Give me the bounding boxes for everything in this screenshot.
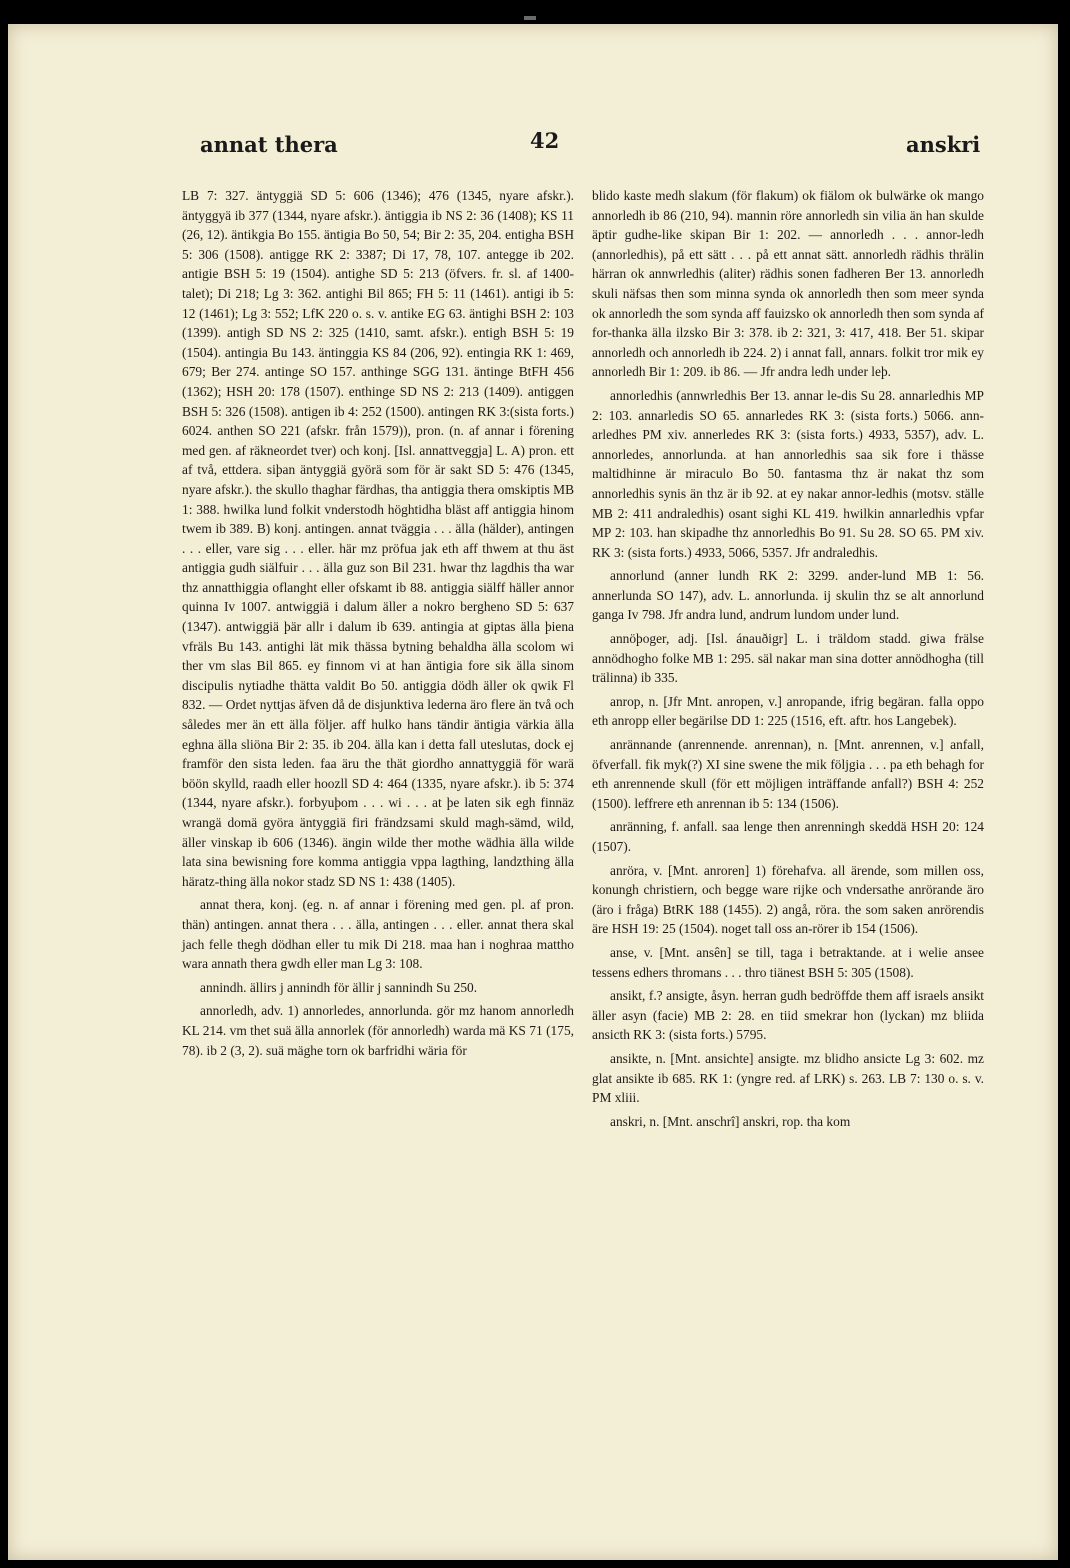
entry-anrop: anrop, n. [Jfr Mnt. anropen, v.] anropande, ifrig begäran. falla oppo eth anropp eller begärilse DD 1: 225 (1516, eft. aftr. hos Langebek). bbox=[592, 693, 984, 729]
left-column bbox=[182, 186, 574, 1060]
entry-annothoger: annöþoger, adj. [Isl. ánauðigr] L. i träldom stadd. giwa frälse annödhogho folke MB 1: 295. säl nakar man sina dotter annödhogha (till trälinna) ib 335. bbox=[592, 631, 984, 686]
entry-annorledhis: annorledhis (annwrledhis Ber 13. annar le-dis Su 28. annarledhis MP 2: 103. annarledis SO 65. annarledes RK 3: (sista forts.) 5066. ann-arledhes PM xiv. annerledes RK 3: (sista forts.) 4933, 5357), adv. L. annorledes, annorlunda. at han annorledhis saa sik fore i thässe maltidhinne är miraculo Bo 50. fantasma thz är nakat thz som annorledhis synis än thz är ib 92. at ey nakar annor-ledhis (motsv. ställe MB 2: 411 andraledhis) osant sighi KL 419. hwilkin annarledhis vpfar MP 2: 103. han skipadhe thz annorledhis Bo 91. Su 28. SO 65. PM xiv. RK 3: (sista forts.) 4933, 5066, 5357. Jfr andraledhis. bbox=[592, 387, 984, 560]
right-column bbox=[592, 186, 984, 1131]
entry-anskri: anskri, n. [Mnt. anschrî] anskri, rop. tha kom bbox=[610, 1113, 851, 1129]
entry-ansikte: ansikte, n. [Mnt. ansichte] ansigte. mz blidho ansicte Lg 3: 602. mz glat ansikte ib 685. RK 1: (yngre red. af LRK) s. 263. LB 7: 130 o. s. v. PM xliii. bbox=[592, 1050, 984, 1106]
entry-anse: anse, v. [Mnt. ansên] se till, taga i betraktande. at i welie ansee tessens edhers thromans . . . thro tiänest BSH 5: 305 (1508). bbox=[592, 944, 984, 980]
entry-annat-thera: annat thera, konj. (eg. n. af annar i förening med gen. pl. af pron. thän) antingen. annat thera . . . älla, antingen . . . eller. annat thera skal jach felle thegh dödhan eller tu mik Di 218. maa han i noghraa mattho wara annath thera gwdh eller man Lg 3: 108. bbox=[182, 897, 574, 972]
scan-tick-mark bbox=[524, 16, 536, 20]
header-left-guideword: annat thera bbox=[200, 132, 338, 157]
page-number: 42 bbox=[530, 128, 560, 153]
entry-anrora: anröra, v. [Mnt. anroren] 1) förehafva. all ärende, som millen oss, konungh christiern, och begge ware rijke och vndersathe anrörande äro (äro i fråga) BtRK 188 (1455). 2) angå, röra. the som saken anrörendis äre HSH 19: 25 (1504). noget tall oss an-rörer ib 154 (1506). bbox=[592, 862, 984, 937]
entry-annindh: annindh. ällirs j annindh för ällir j sannindh Su 250. bbox=[200, 979, 478, 995]
entry-anrannande: anrännande (anrennende. anrennan), n. [Mnt. anrennen, v.] anfall, öfverfall. fik myk(?) XI sine swene the mik följgia . . . pa eth behagh for eth anrennende skull (för ett möjligen inträffande anfall?) BSH 4: 252 (1500). leffrere eth anrennan ib 5: 134 (1506). bbox=[592, 737, 984, 811]
entry-ansikt: ansikt, f.? ansigte, åsyn. herran gudh bedröffde them aff israels ansikt äller asyn (facie) MB 2: 28. en tiid smekrar hon (lyckan) mz bliida ansicth RK 3: (sista forts.) 5795. bbox=[592, 988, 984, 1043]
entry-annorledh: annorledh, adv. 1) annorledes, annorlunda. gör mz hanom annorledh KL 214. vm thet suä älla annorlek (för annorledh) warda mä KS 71 (175, 78). ib 2 (3, 2). suä mäghe torn ok barfridhi wäria för bbox=[182, 1003, 574, 1058]
entry-paragraph: blido kaste medh slakum (för flakum) ok fiälom ok bulwärke ok mango annorledh ib 86 (210, 94). mannin röre annorledh sin vilia än han skulde äptir gudhe-like skipan Bir 1: 202. — annorledh . . . annor-ledh (annorledhis), på ett sätt . . . på ett annat sätt. annorledh rädhis thrälin härran ok annwrledhis (aliter) rädhis sonen fadheren Ber 13. annorledh skuli näfsas then som minna synda ok annorledh then som meer synda ok annorledh the som synda aff fauizsko ok annorledh then som synda af for-thanka älla ilzsko Bir 3: 378. ib 2: 321, 3: 417, 418. Ber 51. skipar annorledh och annorledh ib 224. 2) i annat fall, annars. folkit tror mik ey annorledh Bir 1: 209. ib 86. — Jfr andra ledh under leþ. bbox=[592, 188, 984, 380]
header-right-guideword: anskri bbox=[906, 132, 981, 157]
entry-anranning: anränning, f. anfall. saa lenge then anrenningh skeddä HSH 20: 124 (1507). bbox=[592, 819, 984, 854]
entry-annorlund: annorlund (anner lundh RK 2: 3299. ander-lund MB 1: 56. annerlunda SO 147), adv. L. annorlunda. ij skulin thz se alt annorlund ganga Iv 798. Jfr andra lund, andrum lundom under lund. bbox=[592, 568, 984, 623]
dictionary-page bbox=[8, 24, 1058, 1560]
entry-paragraph: LB 7: 327. äntyggiä SD 5: 606 (1346); 476 (1345, nyare afskr.). äntyggyä ib 377 (1344, nyare afskr.). äntiggia ib NS 2: 36 (1408); KS 11 (26, 12). äntikgia Bo 155. äntigia Bo 50, 54; Bir 2: 35, 204. entigha BSH 5: 306 (1508). antigge RK 2: 3387; Di 17, 78, 107. antegge ib 202. antigie BSH 5: 19 (1504). antighe SD 5: 213 (öfvers. fr. sl. af 1400-talet); Di 218; Lg 3: 362. antighi Bil 865; FH 5: 11 (1461). antigi ib 5: 12 (1461); Lg 3: 552; LfK 220 o. s. v. antike EG 63. äntighi BSH 2: 103 (1399). antigh SD NS 2: 325 (1410, samt. afskr.). entigh BSH 5: 19 (1504). antingia Bu 143. äntinggia KS 84 (206, 92). entingia RK 1: 469, 679; Ber 274. antinge SO 157. anthinge SGG 131. äntinge BtFH 456 (1362); HSH 20: 178 (1507). enthinge SD NS 2: 213 (1409). antiggen BSH 5: 326 (1508). antigen ib 4: 252 (1500). antingen RK 3:(sista forts.) 6024. anthen SO 221 (afskr. från 1579)), pron. (n. af annar i förening med gen. af räkneordet tver) och konj. [Isl. annattveggja] L. A) pron. ett af två, ettdera. siþan äntyggiä györä som för är sakt SD 5: 476 (1345, nyare afskr.). the skullo thaghar färdhas, tha antiggia thera omskiptis MB 1: 388. hwilka lund folkit vnderstodh höghtidha bläst aff antiggia hinom twem ib 389. B) konj. antingen. annat tväggia . . . älla (hälder), antingen . . . eller, vare sig . . . eller. här mz pröfua jak eth aff thwem at thu äst antiggia gudh siälfuir . . . älla guz son Bil 231. hwar thz lagdhis tha war thz annatthiggia oflanght eller ofskamt ib 88. antiggia siälff häller annor quinna Iv 1007. antwiggiä i dalum äller a nokro bergheno SD 5: 637 (1347). antwiggiä þär allr i dalum ib 639. antingia at giptas älla þiena vfräls Bu 143. antighi lät mik thässa bytning behaldha älla scolom wi ther vm slas Bil 865. ey finnom vi at han äntigia fore sik älla sinom discipulis nytiadhe thätta valdit Bo 50. antiggia dödh äller ok qwik Fl 832. — Ordet nyttjas äfven då de disjunktiva lederna äro flere än två och således mer än ett älla följer. aff hulko hans tändir äntigia värkia älla eghna älla sliöna Bir 2: 35. ib 204. älla kan i detta fall uteslutas, dock ej framför den sista leden. faa äru the thät giordho annattyggiä för warä böön skylld, raadh eller hoozll SD 4: 464 (1335, nyare afskr.). ib 5: 374 (1344, nyare afskr.). forbyuþom . . . wi . . . at þe laten sik egh finnäz wrangä domä györa äntyggiä firi frändzsami skuld magh-sämd, wild, äller vinskap ib 606 (1346). ängin wilde ther mothe wädhia älla wilde lata sina bewisning fore komma antiggia vppa lagthing, landzthing älla häratz-thing älla nokor stadz SD NS 1: 438 (1405). bbox=[182, 188, 574, 889]
page-header bbox=[8, 128, 1058, 168]
